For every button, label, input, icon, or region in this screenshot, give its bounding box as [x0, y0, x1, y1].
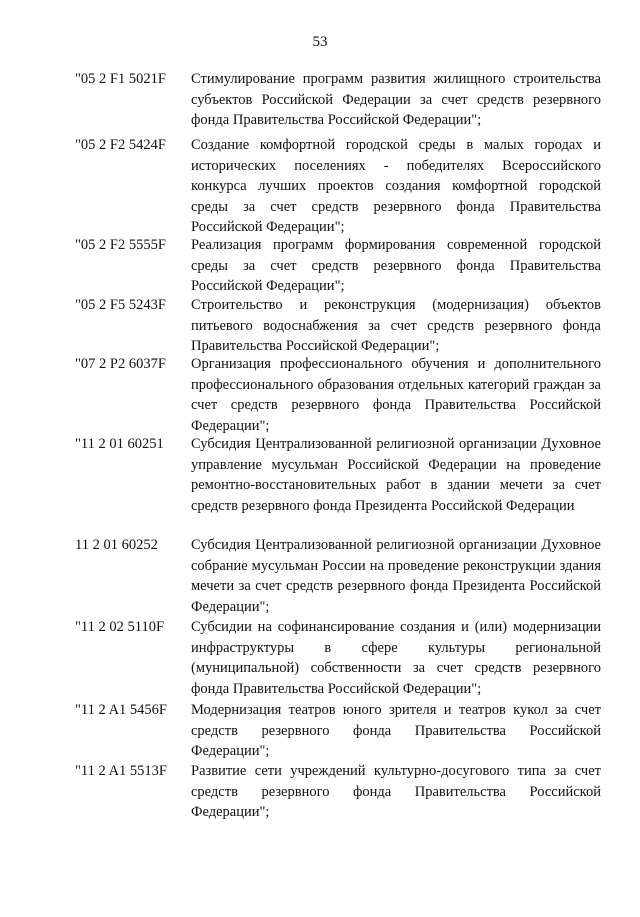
budget-entry	[75, 434, 605, 535]
entry-description: Строительство и реконструкция (модернизация) объектов питьевого водоснабжения за счет средств резервного фонда Правительства Российской Федерации";	[191, 297, 601, 355]
budget-entry	[75, 700, 605, 761]
entry-code: "11 2 A1 5456F	[75, 702, 167, 718]
entry-description: Стимулирование программ развития жилищного строительства субъектов Российской Федерации за счет средств резервного фонда Правительства Российской Федерации";	[191, 71, 601, 129]
entry-description: Развитие сети учреждений культурно-досугового типа за счет средств резервного фонда Правительства Российской Федерации";	[191, 763, 601, 821]
entry-description: Субсидия Централизованной религиозной организации Духовное собрание мусульман России на проведение реконструкции здания мечети за счет средств резервного фонда Президента Российской Федерации";	[191, 537, 601, 615]
budget-entry	[75, 235, 605, 295]
entry-code: "11 2 01 60251	[75, 436, 164, 452]
budget-entry	[75, 295, 605, 354]
entry-code: "05 2 F1 5021F	[75, 71, 166, 87]
entry-code: "05 2 F5 5243F	[75, 297, 166, 313]
entry-description: Организация профессионального обучения и дополнительного профессионального образования отдельных категорий граждан за счет средств резервного фонда Правительства Российской Федерации";	[191, 356, 601, 434]
entry-description: Субсидия Централизованной религиозной организации Духовное управление мусульман Российской Федерации на проведение ремонтно-восстановительных работ в здании мечети за счет средств резервного фонда Президента Российской Федерации	[191, 436, 601, 514]
budget-code-list	[75, 69, 605, 823]
budget-entry	[75, 761, 605, 823]
entry-code: "07 2 P2 6037F	[75, 356, 166, 372]
entry-description: Реализация программ формирования современной городской среды за счет средств резервного фонда Правительства Российской Федерации";	[191, 237, 601, 295]
budget-entry	[75, 617, 605, 700]
entry-code: "11 2 02 5110F	[75, 619, 165, 635]
page-number: 53	[312, 34, 328, 50]
budget-entry	[75, 69, 605, 135]
entry-code: "05 2 F2 5424F	[75, 137, 166, 153]
entry-description: Создание комфортной городской среды в малых городах и исторических поселениях - победителях Всероссийского конкурса лучших проектов создания комфортной городской среды за счет средств резервного фонда Правительства Российской Федерации";	[191, 137, 601, 236]
entry-code: "05 2 F2 5555F	[75, 237, 166, 253]
entry-description: Модернизация театров юного зрителя и театров кукол за счет средств резервного фонда Правительства Российской Федерации";	[191, 702, 601, 760]
entry-code: "11 2 A1 5513F	[75, 763, 167, 779]
budget-entry	[75, 135, 605, 235]
budget-entry	[75, 535, 605, 617]
entry-description: Субсидии на софинансирование создания и (или) модернизации инфраструктуры в сфере культуры региональной (муниципальной) собственности за счет средств резервного фонда Правительства Российской Федерации";	[191, 619, 601, 697]
entry-code: 11 2 01 60252	[75, 537, 158, 553]
budget-entry	[75, 354, 605, 434]
